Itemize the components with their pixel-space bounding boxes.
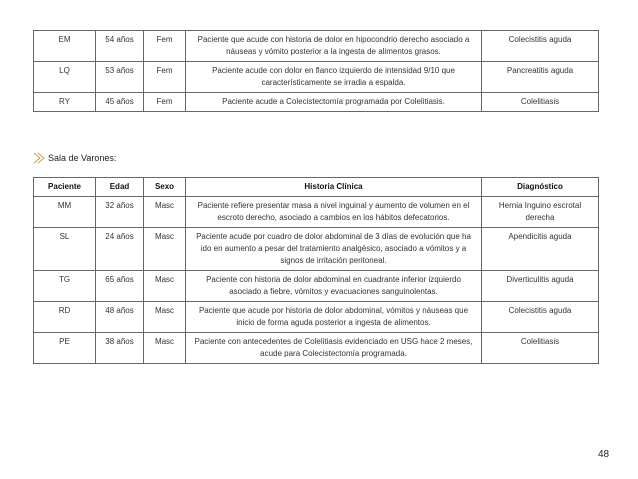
cell-sex: Fem: [144, 31, 186, 62]
cell-patient: RY: [34, 93, 96, 112]
cell-patient: RD: [34, 302, 96, 333]
table-row: [34, 62, 599, 93]
table-row: [34, 228, 599, 271]
cell-diagnosis: Colelitiasis: [482, 333, 599, 364]
cell-age: 32 años: [96, 197, 144, 228]
cell-diagnosis: Pancreatitis aguda: [482, 62, 599, 93]
table-row: [34, 271, 599, 302]
cell-diagnosis: Colecistitis aguda: [482, 31, 599, 62]
cell-sex: Fem: [144, 93, 186, 112]
arrow-right-icon: [33, 152, 45, 164]
header-diagnosis: Diagnóstico: [482, 178, 599, 197]
cell-history: Paciente refiere presentar masa a nivel inguinal y aumento de volumen en el escroto derecho, asociado a cambios en los hábitos defecatorios.: [186, 197, 482, 228]
cell-age: 65 años: [96, 271, 144, 302]
cell-sex: Masc: [144, 228, 186, 271]
cell-patient: LQ: [34, 62, 96, 93]
cell-patient: TG: [34, 271, 96, 302]
table-row: [34, 302, 599, 333]
table-row: [34, 333, 599, 364]
cell-diagnosis: Hernia Inguino escrotal derecha: [482, 197, 599, 228]
table-row: [34, 197, 599, 228]
cell-age: 48 años: [96, 302, 144, 333]
cell-history: Paciente que acude por historia de dolor abdominal, vómitos y náuseas que inicio de forma aguda posterior a ingesta de alimentos.: [186, 302, 482, 333]
header-age: Edad: [96, 178, 144, 197]
cell-history: Paciente con antecedentes de Colelitiasis evidenciado en USG hace 2 meses, acude para Colecistectomía programada.: [186, 333, 482, 364]
cell-age: 38 años: [96, 333, 144, 364]
header-history: Historia Clínica: [186, 178, 482, 197]
cell-patient: EM: [34, 31, 96, 62]
cell-age: 24 años: [96, 228, 144, 271]
cell-sex: Fem: [144, 62, 186, 93]
cell-patient: PE: [34, 333, 96, 364]
cell-history: Paciente con historia de dolor abdominal en cuadrante inferior izquierdo asociado a fiebre, vómitos y evacuaciones sanguinolentas.: [186, 271, 482, 302]
page-number: 48: [598, 449, 610, 460]
cell-history: Paciente que acude con historia de dolor en hipocondrio derecho asociado a náuseas y vómito posterior a la ingesta de alimentos grasos.: [186, 31, 482, 62]
table-header-row: [34, 178, 599, 197]
cell-diagnosis: Colelitiasis: [482, 93, 599, 112]
cell-diagnosis: Colecistitis aguda: [482, 302, 599, 333]
section-heading: [33, 152, 116, 164]
cell-age: 53 años: [96, 62, 144, 93]
table-row: [34, 93, 599, 112]
cell-diagnosis: Diverticulitis aguda: [482, 271, 599, 302]
cell-sex: Masc: [144, 333, 186, 364]
table-row: [34, 31, 599, 62]
cell-diagnosis: Apendicitis aguda: [482, 228, 599, 271]
cell-history: Paciente acude por cuadro de dolor abdominal de 3 días de evolución que ha ido en aumento a pesar del tratamiento analgésico, asociado a vómitos y a signos de irritación peritoneal.: [186, 228, 482, 271]
cell-history: Paciente acude a Colecistectomía programada por Colelitiasis.: [186, 93, 482, 112]
cell-age: 54 años: [96, 31, 144, 62]
cell-history: Paciente acude con dolor en flanco izquierdo de intensidad 9/10 que característicamente se irradia a espalda.: [186, 62, 482, 93]
cell-patient: MM: [34, 197, 96, 228]
male-ward-table-body: [34, 197, 599, 364]
male-ward-table: [33, 177, 599, 364]
header-sex: Sexo: [144, 178, 186, 197]
header-patient: Paciente: [34, 178, 96, 197]
cell-age: 45 años: [96, 93, 144, 112]
cell-patient: SL: [34, 228, 96, 271]
female-ward-table: [33, 30, 599, 112]
cell-sex: Masc: [144, 197, 186, 228]
section-heading-text: Sala de Varones:: [48, 153, 117, 163]
female-ward-table-body: [34, 31, 599, 112]
cell-sex: Masc: [144, 302, 186, 333]
cell-sex: Masc: [144, 271, 186, 302]
